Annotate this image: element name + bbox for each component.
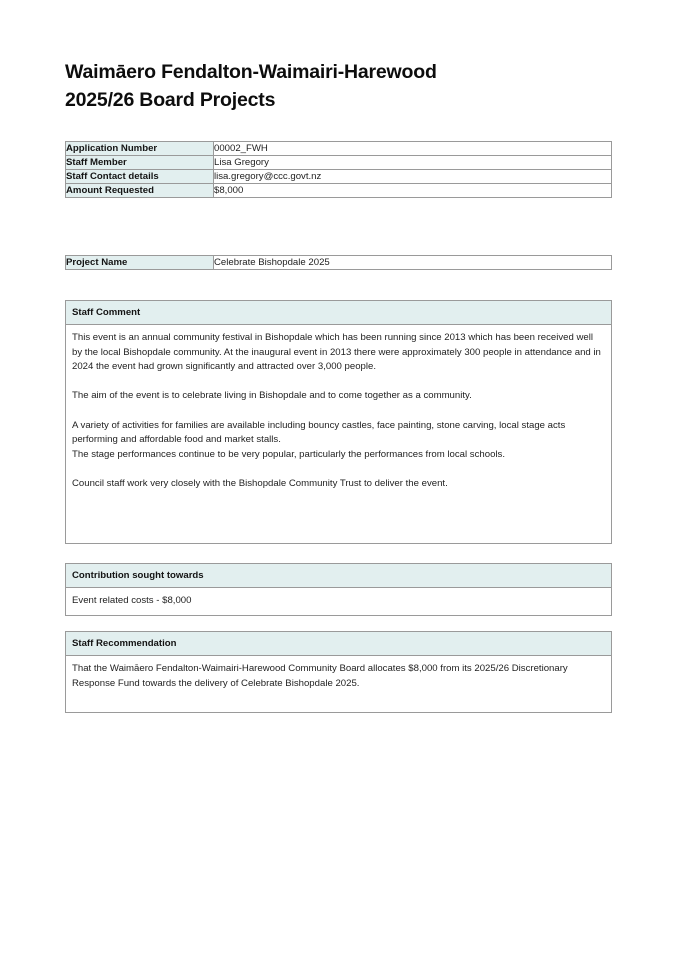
row-label-staff-member: Staff Member: [66, 156, 214, 170]
contribution-header: Contribution sought towards: [65, 563, 612, 588]
staff-comment-paragraph: This event is an annual community festival in Bishopdale which has been running since 2013 which has been received well by the local Bishopdale community. At the inaugural event in 2013 there were approximately 300 people in attendance and in 2024 the event had grown significantly and attracted over 3,000 people.: [72, 332, 601, 373]
table-row: [66, 142, 612, 156]
row-value-project-name: Celebrate Bishopdale 2025: [214, 256, 612, 270]
staff-comment-body: [65, 325, 612, 544]
row-label-staff-contact-details: Staff Contact details: [66, 170, 214, 184]
row-value-application-number: 00002_FWH: [214, 142, 612, 156]
project-name-table: [65, 255, 612, 270]
row-label-amount-requested: Amount Requested: [66, 184, 214, 198]
table-row: [66, 156, 612, 170]
row-label-application-number: Application Number: [66, 142, 214, 156]
staff-comment-paragraph: The aim of the event is to celebrate living in Bishopdale and to come together as a community.: [72, 390, 472, 402]
staff-recommendation-text: That the Waimāero Fendalton-Waimairi-Harewood Community Board allocates $8,000 from its 2025/26 Discretionary Response Fund towards the delivery of Celebrate Bishopdale 2025.: [72, 663, 568, 689]
staff-comment-paragraph: A variety of activities for families are available including bouncy castles, face painting, stone carving, local stage acts performing and affordable food and market stalls.: [72, 419, 566, 446]
staff-comment-header: Staff Comment: [65, 300, 612, 325]
staff-comment-section: [65, 300, 612, 544]
page-title-line-1: Waimāero Fendalton-Waimairi-Harewood: [65, 61, 437, 83]
row-value-amount-requested: $8,000: [214, 184, 612, 198]
staff-recommendation-section: [65, 631, 612, 713]
row-value-staff-contact-details: lisa.gregory@ccc.govt.nz: [214, 170, 612, 184]
contribution-body: [65, 588, 612, 616]
table-row: [66, 184, 612, 198]
page-title-line-2: 2025/26 Board Projects: [65, 89, 276, 111]
staff-comment-paragraph: The stage performances continue to be very popular, particularly the performances from local schools.: [72, 448, 506, 460]
staff-recommendation-header: Staff Recommendation: [65, 631, 612, 656]
page-title: [65, 58, 625, 114]
row-value-staff-member: Lisa Gregory: [214, 156, 612, 170]
table-row: [66, 256, 612, 270]
contribution-section: [65, 563, 612, 616]
application-info-table: [65, 141, 612, 198]
row-label-project-name: Project Name: [66, 256, 214, 270]
staff-recommendation-body: [65, 656, 612, 713]
staff-comment-paragraph: Council staff work very closely with the Bishopdale Community Trust to deliver the event.: [72, 477, 448, 489]
table-row: [66, 170, 612, 184]
contribution-text: Event related costs - $8,000: [72, 595, 192, 606]
